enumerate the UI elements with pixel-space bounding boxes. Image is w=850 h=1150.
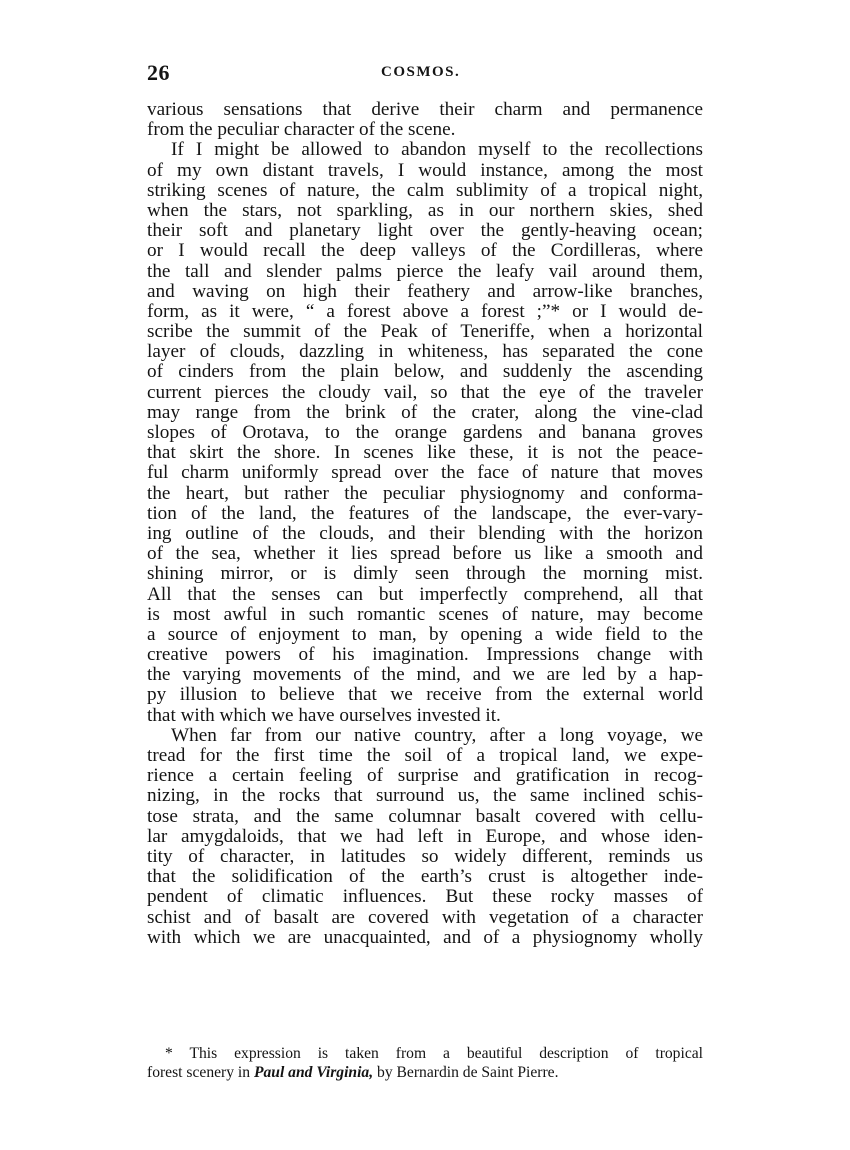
running-title: COSMOS.	[381, 64, 461, 80]
page-number: 26	[147, 60, 170, 85]
text-line: ful charm uniformly spread over the face of nature that moves	[147, 462, 703, 484]
text-line: shining mirror, or is dimly seen through the morning mist.	[147, 563, 703, 585]
footnote-line: * This expression is taken from a beautiful description of tropical	[165, 1045, 703, 1062]
text-line: their soft and planetary light over the gently-heaving ocean;	[147, 220, 703, 242]
text-line: py illusion to believe that we receive from the external world	[147, 684, 703, 706]
text-line: pendent of climatic influences. But these rocky masses of	[147, 886, 703, 908]
text-line: that with which we have ourselves invested it.	[147, 704, 501, 726]
text-line: a source of enjoyment to man, by opening a wide field to the	[147, 623, 703, 645]
text-line: All that the senses can but imperfectly comprehend, all that	[147, 583, 703, 605]
text-line: slopes of Orotava, to the orange gardens and banana groves	[147, 422, 703, 443]
text-line: tity of character, in latitudes so widely different, reminds us	[147, 845, 703, 867]
text-line: nizing, in the rocks that surround us, the same inclined schis-	[147, 785, 703, 807]
text-line: layer of clouds, dazzling in whiteness, has separated the cone	[147, 341, 703, 363]
text-line: with which we are unacquainted, and of a physiognomy wholly	[147, 926, 703, 948]
text-line: creative powers of his imagination. Impressions change with	[147, 644, 703, 666]
text-line: scribe the summit of the Peak of Teneriffe, when a horizontal	[147, 321, 703, 343]
body-text	[147, 100, 703, 948]
text-line: tread for the first time the soil of a tropical land, we expe-	[147, 745, 703, 766]
text-line: of the sea, whether it lies spread before us like a smooth and	[147, 543, 703, 565]
text-line: is most awful in such romantic scenes of nature, may become	[147, 603, 703, 625]
text-line: If I might be allowed to abandon myself to the recollections	[171, 139, 703, 161]
text-line: current pierces the cloudy vail, so that the eye of the traveler	[147, 381, 703, 403]
footnote-text: forest scenery in	[147, 1064, 254, 1081]
text-line: form, as it were, “ a forest above a forest ;”* or I would de-	[147, 300, 703, 322]
text-line: tion of the land, the features of the landscape, the ever-vary-	[147, 502, 703, 524]
text-line: may range from the brink of the crater, along the vine-clad	[147, 401, 703, 423]
footnote-line	[147, 1063, 703, 1082]
text-line: the tall and slender palms pierce the leafy vail around them,	[147, 260, 703, 282]
text-line: the heart, but rather the peculiar physiognomy and conforma-	[147, 482, 703, 504]
text-line: various sensations that derive their charm and permanence	[147, 99, 703, 120]
paragraph	[147, 140, 703, 725]
text-line: schist and of basalt are covered with vegetation of a character	[147, 906, 703, 928]
text-line: ing outline of the clouds, and their blending with the horizon	[147, 522, 703, 544]
footnote	[147, 1044, 703, 1082]
text-line: the varying movements of the mind, and we are led by a hap-	[147, 664, 703, 686]
text-line: and waving on high their feathery and arrow-like branches,	[147, 280, 703, 302]
text-line: of cinders from the plain below, and suddenly the ascending	[147, 361, 703, 383]
text-line: that the solidification of the earth’s crust is altogether inde-	[147, 866, 703, 888]
text-line: When far from our native country, after a long voyage, we	[171, 724, 703, 746]
paragraph	[147, 726, 703, 948]
text-line: striking scenes of nature, the calm sublimity of a tropical night,	[147, 179, 703, 201]
running-head	[147, 60, 707, 90]
text-line: lar amygdaloids, that we had left in Europe, and whose iden-	[147, 825, 703, 847]
paragraph	[147, 100, 703, 140]
text-line: from the peculiar character of the scene.	[147, 119, 456, 141]
footnote-text: by Bernardin de Saint Pierre.	[373, 1064, 559, 1081]
text-line: rience a certain feeling of surprise and gratification in recog-	[147, 765, 703, 787]
text-line: when the stars, not sparkling, as in our northern skies, shed	[147, 199, 703, 221]
text-line: that skirt the shore. In scenes like these, it is not the peace-	[147, 442, 703, 464]
book-title: Paul and Virginia,	[253, 1064, 374, 1081]
text-line: tose strata, and the same columnar basalt covered with cellu-	[147, 805, 703, 827]
text-line: or I would recall the deep valleys of the Cordilleras, where	[147, 240, 703, 262]
text-line: of my own distant travels, I would instance, among the most	[147, 159, 703, 181]
